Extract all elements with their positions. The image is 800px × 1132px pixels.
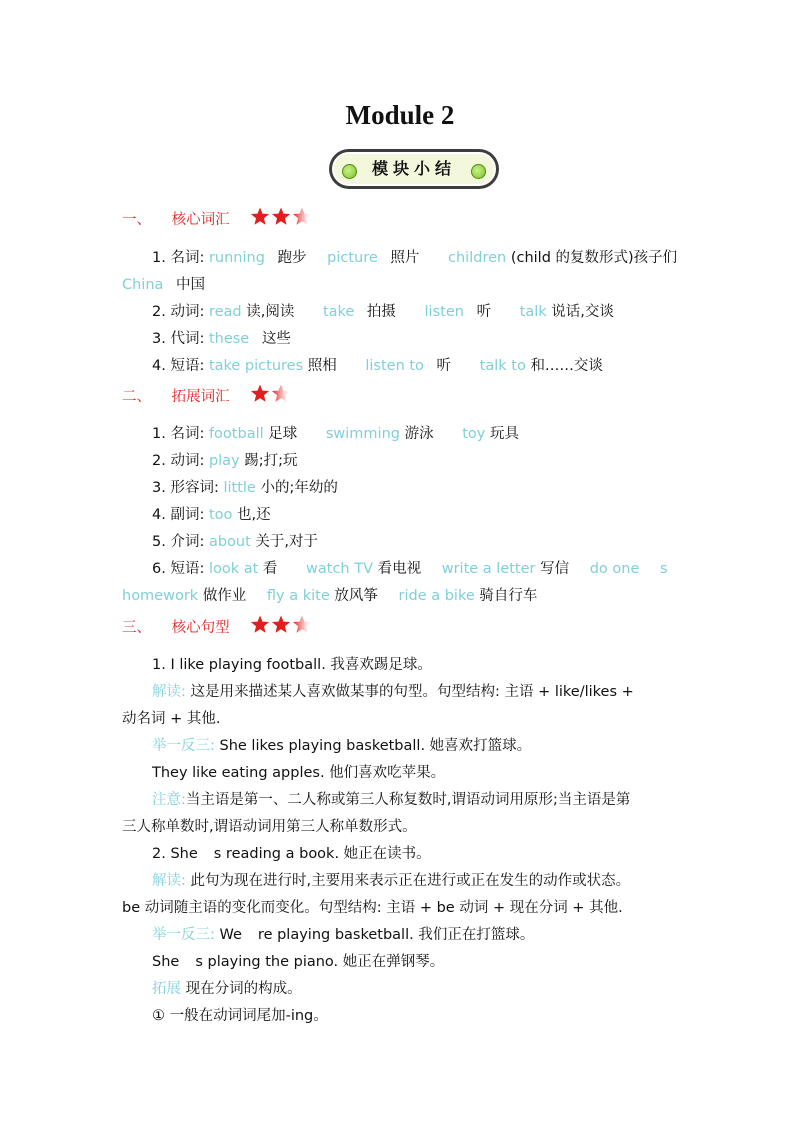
star-icon: [272, 208, 290, 225]
ext-vocab-line-6b: homework 做作业 fly a kite 放风筝 ride a bike 骑自行车: [122, 588, 538, 604]
pattern-2-extension: 拓展 现在分词的构成。: [152, 981, 302, 997]
pattern-2-explain: 解读: 此句为现在进行时,主要用来表示正在进行或正在发生的动作或状态。: [152, 873, 631, 889]
core-vocab-line-4: 4. 短语: take pictures 照相 listen to 听 talk to 和……交谈: [152, 358, 603, 374]
pattern-2: 2. She s reading a book. 她正在读书。: [152, 846, 431, 862]
section-heading-patterns: [0, 615, 800, 642]
badge-text: 模块小结: [371, 159, 456, 178]
pattern-2-explain-cont: be 动词随主语的变化而变化。句型结构: 主语 + be 动词 + 现在分词 + 其他.: [122, 900, 623, 916]
core-vocab-line-3: 3. 代词: these 这些: [152, 331, 291, 347]
star-icon: [251, 616, 269, 633]
pattern-1: 1. I like playing football. 我喜欢踢足球。: [152, 657, 432, 673]
pattern-1-explain: 解读: 这是用来描述某人喜欢做某事的句型。句型结构: 主语 + like/likes +: [152, 684, 634, 700]
section-number: 一、: [122, 212, 151, 228]
ext-vocab-line-4: 4. 副词: too 也,还: [152, 507, 271, 523]
section-title: 核心词汇: [171, 212, 230, 228]
pattern-1-example-1: 举一反三: She likes playing basketball. 她喜欢打篮球。: [152, 738, 532, 754]
section-title: 拓展词汇: [171, 389, 230, 405]
section-badge: [329, 149, 499, 189]
rating-stars: [250, 615, 314, 635]
pattern-1-note-cont: 三人称单数时,谓语动词用第三人称单数形式。: [122, 819, 417, 835]
section-number: 三、: [122, 620, 151, 636]
section-heading-core-vocab: [0, 207, 800, 234]
core-vocab-line-2: 2. 动词: read 读,阅读 take 拍摄 listen 听 talk 说话,交谈: [152, 304, 614, 320]
half-star-icon: [293, 616, 311, 633]
page-title: Module 2: [345, 100, 455, 130]
pattern-1-explain-cont: 动名词 + 其他.: [122, 711, 221, 727]
core-vocab-line-1: 1. 名词: running 跑步 picture 照片 children (child 的复数形式)孩子们: [152, 250, 678, 266]
ext-vocab-line-3: 3. 形容词: little 小的;年幼的: [152, 480, 338, 496]
core-vocab-line-1b: China 中国: [122, 277, 206, 293]
pattern-1-example-2: They like eating apples. 他们喜欢吃苹果。: [152, 765, 446, 781]
pattern-1-note: 注意:当主语是第一、二人称或第三人称复数时,谓语动词用原形;当主语是第: [152, 792, 631, 808]
pattern-2-rule-1: ① 一般在动词词尾加-ing。: [152, 1008, 328, 1024]
half-star-icon: [272, 385, 290, 402]
section-heading-ext-vocab: [0, 384, 800, 411]
ext-vocab-line-5: 5. 介词: about 关于,对于: [152, 534, 319, 550]
pattern-2-example-2: She s playing the piano. 她正在弹钢琴。: [152, 954, 445, 970]
ext-vocab-line-1: 1. 名词: football 足球 swimming 游泳 toy 玩具: [152, 426, 519, 442]
rating-stars: [250, 207, 314, 227]
half-star-icon: [293, 208, 311, 225]
star-icon: [251, 208, 269, 225]
star-icon: [251, 385, 269, 402]
rating-stars: [250, 384, 314, 404]
star-icon: [272, 616, 290, 633]
badge-inner: [332, 152, 496, 186]
ext-vocab-line-2: 2. 动词: play 踢;打;玩: [152, 453, 298, 469]
pattern-2-example-1: 举一反三: We re playing basketball. 我们正在打篮球。: [152, 927, 535, 943]
green-dot-icon: [471, 164, 486, 179]
section-title: 核心句型: [171, 620, 230, 636]
ext-vocab-line-6: 6. 短语: look at 看 watch TV 看电视 write a letter 写信 do one s: [152, 561, 668, 577]
section-number: 二、: [122, 389, 151, 405]
